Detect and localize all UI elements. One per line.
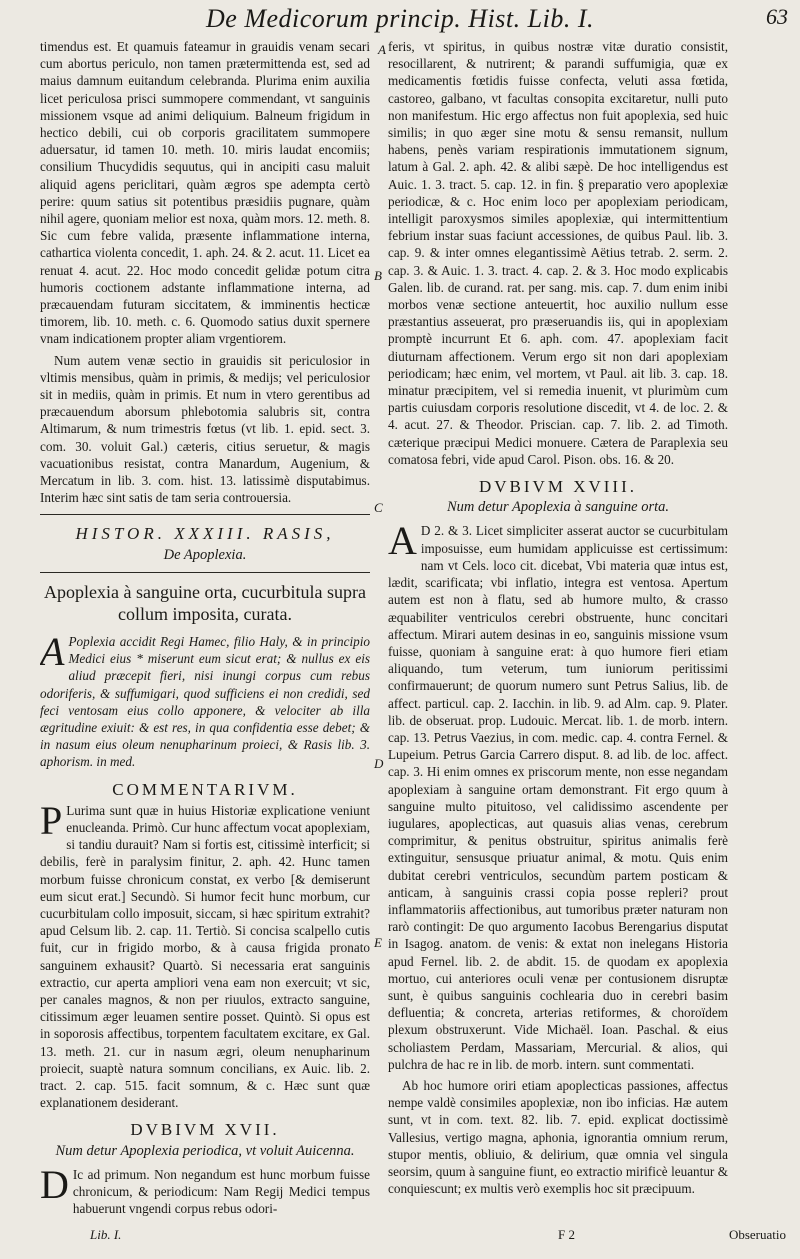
section-rule bbox=[40, 572, 370, 573]
margin-letter-a: A bbox=[378, 42, 386, 57]
right-catchword: Obseruatio bbox=[728, 1227, 786, 1242]
dubium-17-text bbox=[40, 1161, 370, 1218]
margin-letter-c: C bbox=[374, 500, 383, 515]
left-paragraph-1: timendus est. Et quamuis fateamur in grauidis venam secari cum abortus periculo, non tamen prætermittenda est, sed ad maius damnum euitandum celebranda. Plurima enim auxilia licet periculosa prisci summopere commendant, vt sanguinis missionem vsque ad animi deliquium. Balneum frigidum in hectico debili, cui ob corporis gracilitatem summopere aduersatur, id tamen 10. meth. 10. miris laudat encomiis; consilium Thucydidis sequutus, qui in ancipiti casu maluit aliquid agens periclitari, quàm ægros spe adempta certò perire: quum satius sit potentibus præsidiis pugnare, quàm nihil agere, quoniam melior est noxa, quàm mors. 12. meth. 8. Sic cum febre valida, præsente inflammatione interna, cathartica violenta concedit, 1. aph. 24. & 2. acut. 11. Licet ea renuat 4. acut. 22. Hoc modo concedit gelidæ potum citra humoris coctionem adstante inflammatione interna, ad præcauendam futuram siccitatem, & imminentis hecticæ timorem, lib. 10. meth. c. 6. Quomodo satius duxit spernere vnam indicationem propter aliam vrgentiorem. bbox=[40, 39, 370, 347]
left-catchword: Lib. I. bbox=[90, 1227, 122, 1242]
historia-title: HISTOR. XXXIII. RASIS, bbox=[75, 524, 335, 544]
section-rule bbox=[40, 514, 370, 515]
right-column bbox=[388, 38, 728, 1221]
margin-letter-e: E bbox=[374, 935, 382, 950]
case-text-body: Poplexia accidit Regi Hamec, filio Haly, & in principio Medici eius * miserunt eum sicut erat; & nullus ex eis aliud præcepit fieri, nisi inungi corpus cum rebus odoriferis, & suffumigari, quod sufficiens ei non credidi, sed feci ventosam eius collo apponere, & velociter ab illa ægritudine exiuit: & est res, in qua confidentia esse debet; & in nasum eius oleum nenupharinum proieci, & Rasis lib. 3. aphorism. in med. bbox=[40, 633, 370, 770]
page-number: 63 bbox=[766, 4, 788, 29]
dubium-17-text-body: Ic ad primum. Non negandum est hunc morbum fuisse chronicum, & periodicum: Nam Regij Medici tempus habuerunt vngendi corpus rebus odori- bbox=[72, 1166, 370, 1217]
drop-cap: A bbox=[388, 518, 417, 564]
commentary-text-body: Lurima sunt quæ in huius Historiæ explicatione veniunt enucleanda. Primò. Cur hunc affectum vocat apoplexiam, si tandiu durauit? Nam si fortis est, citissimè interficit; si debilis, ferè in paralysim finitur, 2. aph. 42. Hunc tamen morbum fuisse chronicum constat, ex verbo [& demiserunt eum sicut erat.] Secundò. Si humor fecit hunc morbum, cur cucurbitulam collo imposuit, siccam, si hæc spiritum extrahit? apud Celsum lib. 2. cap. 11. Tertiò. Si concisa scalpello cutis fuit, cur in frigido morbo, & à causa frigida pronato sanguinem exhausit? Quartò. Si necessaria erat sanguinis extractio, cur aperta ampliori vena eam non exercuit; vt sic, per canales magnos, & non per riuulos, extracto sanguine, citissimum æger leuamen sentire posset. Quintò. Si opus est in soporosis affectibus, torpentem facultatem excitare, ex Gal. 13. meth. 21. cur in nasum ægri, oleum nenupharinum proiecit, suaptè natura somnum concilians, ex Auic. lib. 2. tract. 2. cap. 515. facit somnum, & c. Hæc sunt quæ explanationem desiderant. bbox=[40, 802, 370, 1111]
signature-mark: F 2 bbox=[558, 1227, 575, 1242]
dubium-17-title: DVBIVM XVII. bbox=[130, 1120, 280, 1140]
commentary-text bbox=[40, 797, 370, 1112]
running-head: De Medicorum princip. Hist. Lib. I. bbox=[206, 4, 594, 33]
case-text bbox=[40, 628, 370, 771]
dubium-18-subtitle: Num detur Apoplexia à sanguine orta. bbox=[446, 499, 670, 516]
dubium-17-subtitle: Num detur Apoplexia periodica, vt voluit Auicenna. bbox=[55, 1142, 355, 1159]
drop-cap: D bbox=[40, 1161, 69, 1207]
right-paragraph-last: Ab hoc humore oriri etiam apoplecticas passiones, affectus nempe valdè consimiles apoplexiæ, non ibo inficias. Hæ autem sunt, vt in com. text. 82. lib. 7. epid. explicat doctissimè Vallesius, vertigo magna, aphonia, ignorantia omnium rerum, stupor mentis, obliuio, & delirium, quæ omnia vel singula seorsim, quum à sanguine fiunt, eo extractio mirificè leuantur & conquiescunt; ex multis verò exemplis hoc sit præcipuum. bbox=[388, 1077, 728, 1197]
right-paragraph-1: feris, vt spiritus, in quibus nostræ vitæ duratio consistit, resocillarent, & nutrirent; & parandi suffumigia, quæ ex medicamentis fœtidis fuisse confecta, veluti assa fœtida, castoreo, galbano, vt facultas consopita excitaretur, nulli puto non manifestum. Hic ergo affectus non fuit apoplexia, sed huic similis; in quo æger sine motu & sensu remansit, nullum habens, penès variam respirationis immutationem signum, latum à Gal. 2. aph. 42. & alibi sæpè. De hoc intelligendus est Auic. 1. 3. tract. 5. cap. 12. in fin. § preparatio vero apoplexiæ periodicæ, & c. Hoc enim loco per apoplexiam periodicam, intelligit paroxysmos similes apoplexiæ, qui intermittentium febrium instar suas faciunt accessiones, de quibus Paul. lib. 3. cap. 9. & inter omnes elegantissimè Aëtius tetrab. 2. serm. 2. cap. 3. & Auic. 1. 3. tract. 4. cap. 2. & 3. Hoc modo explicabis Galen. lib. de curand. rat. per sang. mis. cap. 7. dum enim inibi morbos venæ sectione anteuertit, hoc auxilio nullum esse præstantius asseuerat, pro præseruandis iis, qui in apoplexiam promptè incurrunt Et 6. aph. com. 47. apoplexiam facit diuturnam affectionem. Verum ergo sit non dari apoplexiam periodicam; hæc enim, vel mortem, vt Paul. ait lib. 3. cap. 18. minatur præcipitem, vel si remedia inuenit, vt plurimùm cum partis cuiusdam corporis resolutione discedit, vt 4. de loc. 2. & 4. acut. 27. & Theodor. Priscian. cap. 7. lib. 2. ad Timoth. cæterique præcipui Medici monuere. Cætera de Paraplexia seu comatosa febri, vide apud Carol. Pison. obs. 16. & 20. bbox=[388, 39, 728, 467]
case-title: Apoplexia à sanguine orta, cucurbitula supra collum imposita, curata. bbox=[44, 581, 366, 624]
left-paragraph-2: Num autem venæ sectio in grauidis sit periculosior in vltimis mensibus, quàm in primis, & medijs; vel periculosior sit in mediis, quàm in primis. Et num in vtero gerentibus ad præcauendum aborsum phlebotomia salubris sit, contra Altimarum, & num trimestris fœtus (vt lib. 1. epid. sect. 3. com. 30. voluit Gal.) cæteris, citius seruetur, & magis vacuationibus resistat, contra Manardum, Augenium, & Mercatum in lib. 3. com. hist. 13. latissimè disputabimus. Interim hæc sint satis de tam seria controuersia. bbox=[40, 352, 370, 506]
margin-letter-d: D bbox=[374, 756, 384, 771]
drop-cap: A bbox=[40, 628, 65, 674]
historia-subtitle: De Apoplexia. bbox=[163, 546, 247, 563]
commentary-title: COMMENTARIVM. bbox=[112, 779, 298, 799]
dubium-18-text-body: D 2. & 3. Licet simpliciter asserat auctor se cucurbitulam imposuisse, eum humidam applicuisse est certissimum: nam vt Cels. loco cit. dicebat, Vbi materia quæ intus est, lædit, scarificata; vbi inflatio, integra est ventosa. Apertum autem est non à flatu, sed ab humore multo, & crasso æquabiliter ventriculos cerebri obstruente, hunc concitari affectum. Mirari autem desinas in eo, sanguinis missione vsum fuisse, quoniam à sanguine erat: à quo humore fieri etiam aliquando, tum veterum, tum iuniorum peritissimi confirmauerunt; de quorum numero sunt Petrus Salius, lib. de affect. particul. cap. 2. Iacchin. in lib. 9. ad Alm. cap. 9. Plater. lib. de obseruat. prop. Ludouic. Mercat. lib. 1. de morb. intern. cap. 13. Petrus Vaezius, in com. medic. cap. 4. contra Fernel. & Lupeium. Petrus Garcia Carrero disput. 8. ad lib. de loc. affect. cap. 3. Hi enim omnes ex priscorum mente, non esse negandam apoplexiam à sanguine ortam demonstrant. Fit ergo quum à sanguine multo pituitoso, vel calidissimo ascendente per iugulares, apoplecticas, aut quasuis alias venas, cerebrum comprimitur, & penitus obstruitur, spiritus animalis ferè extinguitur, sensusque priuatur animal, & motu. Quis enim dubitat cerebri ventriculos, secundùm partem posticam & anticam, à sanguinis crassi copia posse repleri? prout inflammatoriis affectionibus, aut tumoribus præter naturam non rarò contingit: De quo argumento Iacobus Berengarius disputat in Isagog. anatom. de venis: & extat non inelegans Historia apud Fernel. lib. 2. de abdit. 15. de quodam ex apoplexia mortuo, cui anteriores oculi venæ per contusionem disruptæ sunt, è quibus sanguinis cochlearia duo in cerebri basim defluentia; & concreta, arterias retiformes, & choroïdem plexum obstruxerunt. Vide Michaël. Ioan. Paschal. & eius scholiastem Perdam, Massariam, Mercurial. & alios, qui pulchra de hac re in lib. de morb. intern. sunt commentati. bbox=[388, 523, 728, 1072]
drop-cap: P bbox=[40, 797, 63, 843]
margin-letter-b: B bbox=[374, 268, 382, 283]
dubium-18-text bbox=[388, 518, 728, 1073]
left-column bbox=[40, 38, 370, 1221]
dubium-18-title: DVBIVM XVIII. bbox=[479, 477, 637, 497]
